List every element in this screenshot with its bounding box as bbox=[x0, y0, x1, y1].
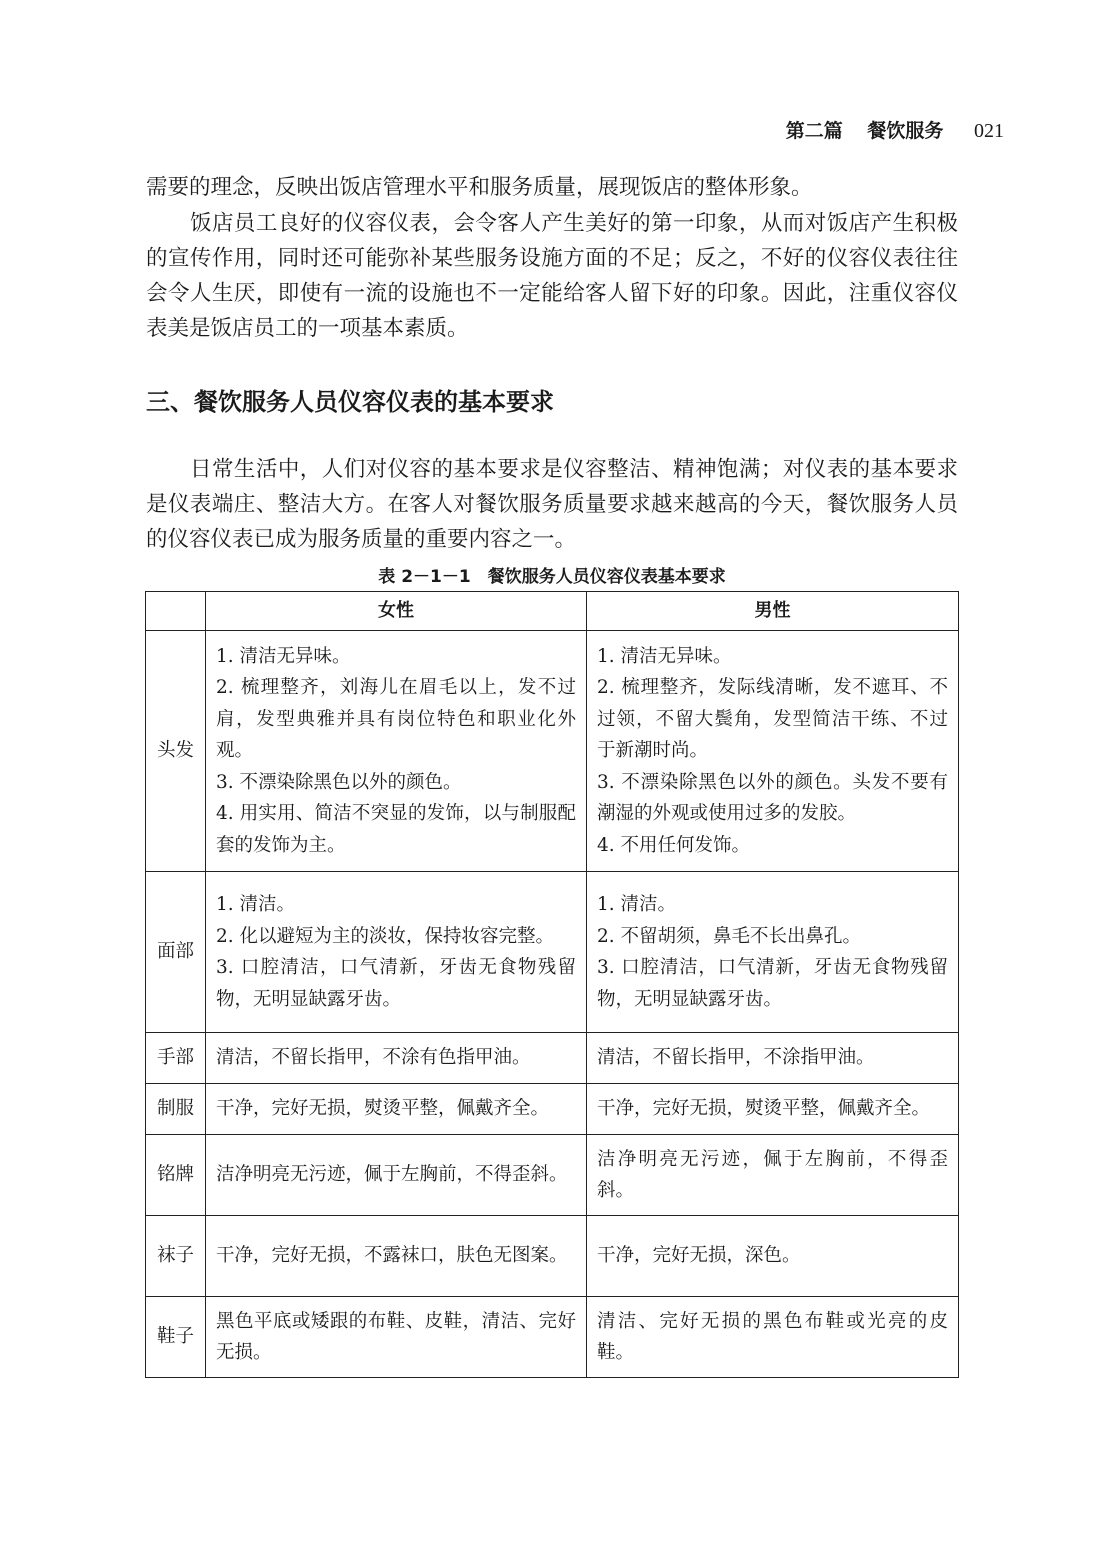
header-part: 第二篇 bbox=[785, 120, 843, 142]
category-cell: 手部 bbox=[146, 1033, 206, 1084]
list-item: 3. 口腔清洁，口气清新，牙齿无食物残留物，无明显缺露牙齿。 bbox=[597, 957, 948, 1010]
list-item: 黑色平底或矮跟的布鞋、皮鞋，清洁、完好无损。 bbox=[216, 1310, 576, 1363]
header-cell-empty bbox=[146, 592, 206, 631]
category-cell: 铭牌 bbox=[146, 1135, 206, 1216]
list-item: 1. 清洁无异味。 bbox=[597, 645, 732, 667]
list-item: 4. 不用任何发饰。 bbox=[597, 834, 751, 856]
female-cell bbox=[206, 631, 587, 872]
list-item: 清洁，不留长指甲，不涂有色指甲油。 bbox=[216, 1047, 531, 1069]
list-item: 1. 清洁。 bbox=[597, 894, 677, 915]
list-item: 洁净明亮无污迹，佩于左胸前，不得歪斜。 bbox=[216, 1164, 568, 1186]
paragraph-basic-requirements: 日常生活中，人们对仪容的基本要求是仪容整洁、精神饱满；对仪表的基本要求是仪表端庄、整洁大方。在客人对餐饮服务质量要求越来越高的今天，餐饮服务人员的仪容仪表已成为服务质量的重要内容之一。 bbox=[146, 457, 958, 552]
list-item: 清洁，不留长指甲，不涂指甲油。 bbox=[597, 1047, 875, 1069]
male-cell bbox=[587, 631, 959, 872]
category-cell: 面部 bbox=[146, 872, 206, 1033]
paragraph-appearance-importance: 饭店员工良好的仪容仪表，会令客人产生美好的第一印象，从而对饭店产生积极的宣传作用，同时还可能弥补某些服务设施方面的不足；反之，不好的仪容仪表往往会令人生厌，即使有一流的设施也不一定能给客人留下好的印象。因此，注重仪容仪表美是饭店员工的一项基本素质。 bbox=[146, 211, 958, 341]
table-row bbox=[146, 1297, 959, 1378]
female-cell bbox=[206, 1135, 587, 1216]
table-caption: 表 2－1－1 餐饮服务人员仪容仪表基本要求 bbox=[378, 567, 726, 587]
category-cell: 头发 bbox=[146, 631, 206, 872]
category-cell: 袜子 bbox=[146, 1216, 206, 1297]
table-row bbox=[146, 872, 959, 1033]
list-item: 干净，完好无损，深色。 bbox=[597, 1245, 801, 1267]
category-cell: 制服 bbox=[146, 1084, 206, 1135]
male-cell bbox=[587, 1084, 959, 1135]
male-cell bbox=[587, 872, 959, 1033]
table-row bbox=[146, 631, 959, 872]
female-cell bbox=[206, 1084, 587, 1135]
list-item: 清洁、完好无损的黑色布鞋或光亮的皮鞋。 bbox=[597, 1310, 948, 1363]
male-cell bbox=[587, 1297, 959, 1378]
header-cell-male: 男性 bbox=[587, 592, 959, 631]
table-row bbox=[146, 1135, 959, 1216]
male-cell bbox=[587, 1033, 959, 1084]
female-cell bbox=[206, 1033, 587, 1084]
list-item: 3. 不漂染除黑色以外的颜色。 bbox=[216, 771, 462, 793]
female-cell bbox=[206, 1297, 587, 1378]
list-item: 3. 不漂染除黑色以外的颜色。头发不要有潮湿的外观或使用过多的发胶。 bbox=[597, 771, 948, 825]
male-cell bbox=[587, 1135, 959, 1216]
table-header-row bbox=[146, 592, 959, 631]
list-item: 1. 清洁。 bbox=[216, 894, 296, 915]
table-row bbox=[146, 1033, 959, 1084]
female-cell bbox=[206, 1216, 587, 1297]
header-cell-female: 女性 bbox=[206, 592, 587, 631]
list-item: 1. 清洁无异味。 bbox=[216, 645, 351, 667]
page-number: 021 bbox=[974, 120, 1004, 142]
category-cell: 鞋子 bbox=[146, 1297, 206, 1378]
paragraph-continued: 需要的理念，反映出饭店管理水平和服务质量，展现饭店的整体形象。 bbox=[146, 175, 813, 200]
list-item: 干净，完好无损，熨烫平整，佩戴齐全。 bbox=[216, 1098, 550, 1120]
table-row bbox=[146, 1084, 959, 1135]
list-item: 干净，完好无损，熨烫平整，佩戴齐全。 bbox=[597, 1098, 931, 1120]
requirements-table bbox=[145, 591, 959, 1378]
section-heading: 三、餐饮服务人员仪容仪表的基本要求 bbox=[146, 388, 554, 416]
list-item: 4. 用实用、简洁不突显的发饰，以与制服配套的发饰为主。 bbox=[216, 803, 576, 856]
running-header bbox=[786, 116, 1004, 143]
list-item: 3. 口腔清洁，口气清新，牙齿无食物残留物，无明显缺露牙齿。 bbox=[216, 957, 576, 1010]
list-item: 2. 化以避短为主的淡妆，保持妆容完整。 bbox=[216, 925, 555, 947]
male-cell bbox=[587, 1216, 959, 1297]
female-cell bbox=[206, 872, 587, 1033]
list-item: 2. 梳理整齐，刘海儿在眉毛以上，发不过肩，发型典雅并具有岗位特色和职业化外观。 bbox=[216, 677, 576, 762]
list-item: 2. 梳理整齐，发际线清晰，发不遮耳、不过领，不留大鬓角，发型简洁干练、不过于新潮时尚。 bbox=[597, 677, 948, 762]
header-chapter-title: 餐饮服务 bbox=[867, 120, 944, 142]
list-item: 洁净明亮无污迹，佩于左胸前，不得歪斜。 bbox=[597, 1148, 948, 1201]
table-row bbox=[146, 1216, 959, 1297]
list-item: 干净，完好无损，不露袜口，肤色无图案。 bbox=[216, 1245, 568, 1267]
list-item: 2. 不留胡须，鼻毛不长出鼻孔。 bbox=[597, 925, 862, 947]
